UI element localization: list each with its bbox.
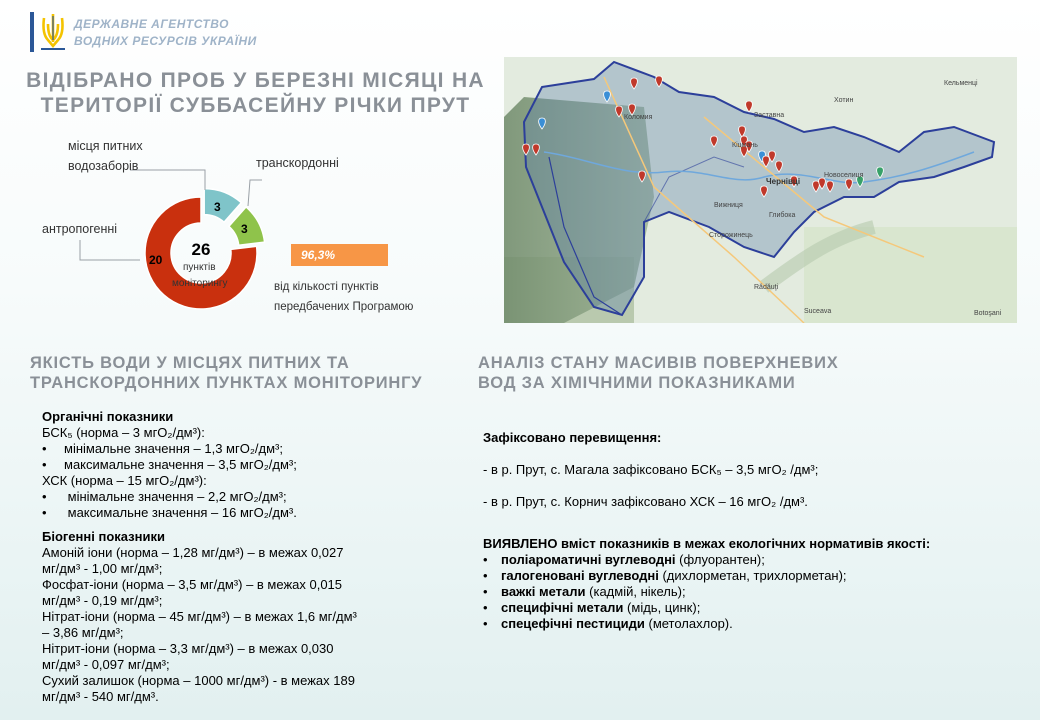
exceed-heading: Зафіксовано перевищення:: [483, 430, 662, 445]
donut-value-anthropogenic: 20: [149, 253, 163, 267]
map-town-suceava: Suceava: [804, 308, 832, 315]
xsk-max: • максимальне значення – 16 мгО₂/дм³.: [42, 505, 297, 520]
map-town-novoselytsia: Новоселиця: [824, 172, 864, 179]
prut-basin-map: [504, 57, 1017, 323]
right-section-title: АНАЛІЗ СТАНУ МАСИВІВ ПОВЕРХНЕВИХ ВОД ЗА ХІМІЧНИМИ ПОКАЗНИКАМИ: [478, 354, 839, 392]
map-town-botosani: Botoşani: [974, 310, 1002, 317]
bio-line-5: – 3,86 мг/дм³;: [42, 625, 124, 640]
map-town-storozhynets: Сторожинець: [709, 232, 753, 239]
exceed-item-1: - в р. Прут, с. Магала зафіксовано БСК₅ – 3,5 мгО₂ /дм³;: [483, 462, 819, 477]
donut-value-transborder: 3: [241, 222, 248, 236]
biogenic-heading: Біогенні показники: [42, 529, 165, 544]
map-town-kelmentsi: Кельменці: [944, 80, 978, 87]
right-content: [483, 430, 1028, 632]
label-drinking-water: місця питних водозаборів: [68, 139, 143, 173]
organic-heading: Органічні показники: [42, 409, 174, 424]
bsk-max: • максимальне значення – 3,5 мгО₂/дм³;: [42, 457, 297, 472]
map-town-kitsman: Кіцмань: [732, 142, 758, 149]
bio-line-0: Амоній іони (норма – 1,28 мг/дм³) – в межах 0,027: [42, 545, 344, 560]
bio-line-7: мг/дм³ - 0,097 мг/дм³;: [42, 657, 170, 672]
xsk-min: • мінімальне значення – 2,2 мгО₂/дм³;: [42, 489, 287, 504]
bio-line-2: Фосфат-іони (норма – 3,5 мг/дм³) – в межах 0,015: [42, 577, 343, 592]
bio-line-4: Нітрат-іони (норма – 45 мг/дм³) – в межах 1,6 мг/дм³: [42, 609, 357, 624]
label-anthropogenic: антропогенні: [42, 222, 118, 236]
found-item-3: • специфічні метали (мідь, цинк);: [483, 600, 701, 615]
bio-line-9: мг/дм³ - 540 мг/дм³.: [42, 689, 159, 704]
bsk-heading: БСК₅ (норма – 3 мгО₂/дм³):: [42, 425, 205, 440]
found-item-4: • спецефічні пестициди (метолахлор).: [483, 616, 733, 631]
bio-line-1: мг/дм³ - 1,00 мг/дм³;: [42, 561, 163, 576]
bio-line-6: Нітрит-іони (норма – 3,3 мг/дм³) – в межах 0,030: [42, 641, 334, 656]
found-item-0: • поліароматичні вуглеводні (флуорантен);: [483, 552, 765, 567]
donut-total: 26: [191, 240, 211, 259]
exceed-item-2: - в р. Прут, с. Корнич зафіксовано ХСК – 16 мгО₂ /дм³.: [483, 494, 808, 509]
left-section-title: ЯКІСТЬ ВОДИ У МІСЦЯХ ПИТНИХ ТА ТРАНСКОРДОННИХ ПУНКТАХ МОНІТОРИНГУ: [30, 354, 423, 392]
map-town-khotyn: Хотин: [834, 97, 854, 104]
bsk-min: • мінімальне значення – 1,3 мгО₂/дм³;: [42, 441, 283, 456]
agency-name: ДЕРЖАВНЕ АГЕНТСТВО ВОДНИХ РЕСУРСІВ УКРАЇНИ: [74, 17, 257, 48]
donut-caption-1: пунктів: [183, 262, 216, 273]
donut-caption-2: моніторингу: [172, 278, 228, 289]
found-heading: ВИЯВЛЕНО вміст показників в межах екологічних нормативів якості:: [483, 536, 931, 551]
map-drawing: [504, 57, 1017, 323]
bio-line-8: Сухий залишок (норма – 1000 мг/дм³) - в межах 189: [42, 673, 355, 688]
map-town-zastavna: Заставна: [754, 112, 785, 119]
bio-line-3: мг/дм³ - 0,19 мг/дм³;: [42, 593, 163, 608]
percent-badge: 96,3%: [291, 244, 388, 266]
map-town-radauti: Rădăuţi: [754, 284, 779, 291]
donut-value-drinking: 3: [214, 200, 221, 214]
donut-leader-lines: [0, 0, 300, 330]
map-town-vyzhnytsia: Вижниця: [714, 202, 743, 209]
percent-note: від кількості пунктів передбачених Програмою: [274, 281, 414, 313]
map-town-kolomyia: Коломия: [624, 114, 653, 121]
page-title: ВІДІБРАНО ПРОБ У БЕРЕЗНІ МІСЯЦІ НА ТЕРИТОРІЇ СУББАСЕЙНУ РІЧКИ ПРУТ: [26, 69, 485, 117]
found-item-1: • галогеновані вуглеводні (дихлорметан, трихлорметан);: [483, 568, 847, 583]
found-item-2: • важкі метали (кадмій, нікель);: [483, 584, 686, 599]
xsk-heading: ХСК (норма – 15 мгО₂/дм³):: [42, 473, 207, 488]
map-town-chernivtsi: Чернівці: [766, 177, 801, 186]
left-content: [42, 409, 442, 705]
label-transborder: транскордонні: [256, 156, 339, 170]
map-town-hlyboka: Глибока: [769, 212, 796, 219]
